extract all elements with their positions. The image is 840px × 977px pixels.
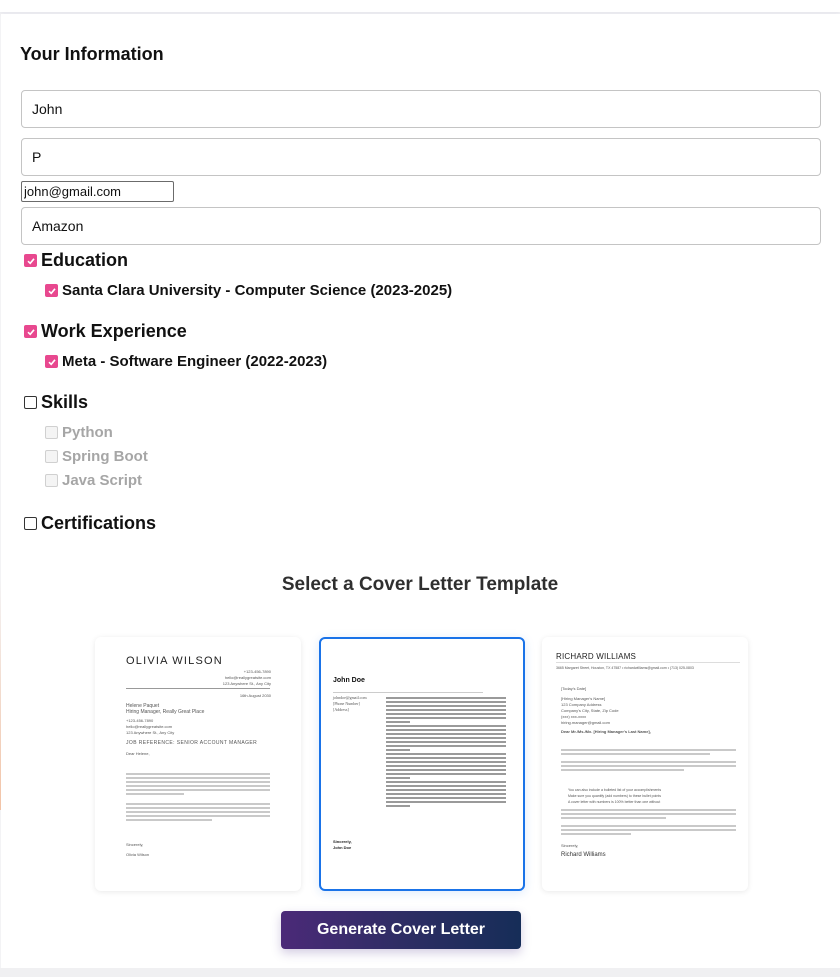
- divider: [333, 692, 483, 693]
- template-contact: +123-456-7890 hello@reallygreatsite.com 123 Anywhere St., Any City: [222, 669, 271, 686]
- template-recipient: [Today's Date] [Hiring Manager's Name] 123 Company Address Company's City, State, Zip Code (xxx) xxx-xxxx hiring.manager@gmail.com Dear Mr./Ms./Mx. [Hiring Manager's Last Name],: [561, 686, 651, 734]
- check-icon: [47, 286, 57, 296]
- item-label: Santa Clara University - Computer Science (2023-2025): [62, 282, 453, 299]
- template-body: [386, 697, 506, 809]
- last-name-input[interactable]: [21, 138, 821, 176]
- email-input[interactable]: [21, 181, 174, 202]
- item-label: Spring Boot: [62, 448, 148, 465]
- first-name-input[interactable]: [21, 90, 821, 128]
- template-card-olivia-wilson[interactable]: [95, 637, 301, 891]
- check-icon: [26, 256, 36, 266]
- template-section-title: Select a Cover Letter Template: [281, 574, 559, 595]
- category-work-experience: [24, 321, 327, 370]
- item-label: Python: [62, 424, 113, 441]
- work-item-checkbox[interactable]: [45, 355, 58, 368]
- template-body-2: [561, 809, 736, 837]
- skill-spring-boot-checkbox: [45, 450, 58, 463]
- education-checkbox[interactable]: [24, 254, 37, 267]
- category-label: Work Experience: [41, 321, 187, 341]
- template-card-john-doe[interactable]: [319, 637, 525, 891]
- template-name: John Doe: [333, 677, 365, 684]
- template-closing: Sincerely, John Doe: [333, 839, 352, 850]
- bottom-bar: [0, 968, 840, 977]
- certifications-checkbox[interactable]: [24, 517, 37, 530]
- template-closing: Sincerely, Olivia Wilson: [126, 842, 150, 857]
- category-education: [24, 250, 452, 299]
- divider: [556, 662, 740, 663]
- item-label: Java Script: [62, 472, 143, 489]
- skill-python-checkbox: [45, 426, 58, 439]
- template-date: 16th August 2030: [239, 693, 271, 698]
- category-label: Education: [41, 250, 129, 270]
- check-icon: [26, 327, 36, 337]
- template-closing: Sincerely, Richard Williams: [561, 843, 606, 858]
- template-contact: johndoe@gmail.com [Phone Number] [Address]: [333, 695, 367, 712]
- template-contact: 3665 Margaret Street, Houston, TX 47587 • richardwilliams@gmail.com • (713) 025-0803: [556, 666, 694, 670]
- section-title: Your Information: [20, 44, 164, 64]
- category-skills: [24, 392, 148, 489]
- template-name: RICHARD WILLIAMS: [556, 652, 637, 661]
- check-icon: [47, 357, 57, 367]
- education-item-checkbox[interactable]: [45, 284, 58, 297]
- divider: [126, 688, 270, 689]
- template-name: OLIVIA WILSON: [126, 655, 223, 667]
- template-card-richard-williams[interactable]: [542, 637, 748, 891]
- company-input[interactable]: [21, 207, 821, 245]
- category-certifications: [24, 513, 156, 534]
- template-recipient: Helene Paquet Hiring Manager, Really Great Place +123-456-7890 hello@reallygreatsite.com 123 Anywhere St., Any City JOB REFERENCE: SENIOR ACCOUNT MANAGER Dear Helene,: [126, 703, 258, 756]
- skill-javascript-checkbox: [45, 474, 58, 487]
- category-label: Skills: [41, 392, 89, 412]
- template-body: [561, 749, 736, 773]
- template-body: [126, 773, 270, 823]
- skills-checkbox[interactable]: [24, 396, 37, 409]
- template-bullets: You can also include a bulleted list of your accomplishments Make sure you quantify (add numbers) to these bullet points A cover letter with numbers is 100% better than one without: [568, 788, 662, 804]
- top-bar: [0, 0, 840, 12]
- category-label: Certifications: [41, 513, 157, 533]
- item-label: Meta - Software Engineer (2022-2023): [62, 353, 328, 370]
- generate-cover-letter-button[interactable]: Generate Cover Letter: [281, 911, 521, 949]
- work-experience-checkbox[interactable]: [24, 325, 37, 338]
